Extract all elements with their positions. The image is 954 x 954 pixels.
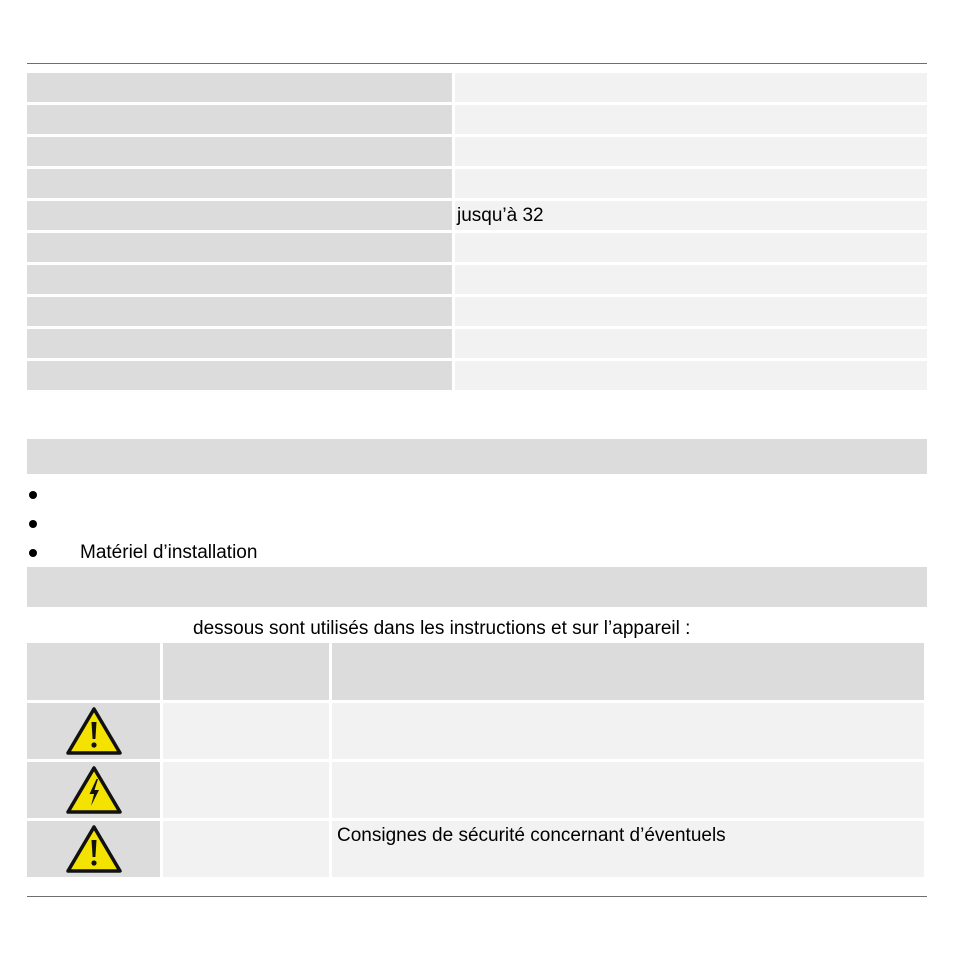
keyword-cell bbox=[163, 703, 329, 759]
keyword-cell bbox=[163, 762, 329, 818]
table-row bbox=[27, 762, 927, 818]
spec-value bbox=[455, 137, 927, 166]
spec-label bbox=[27, 73, 452, 102]
header-keyword bbox=[163, 643, 329, 700]
symbol-cell bbox=[27, 821, 160, 877]
spec-label bbox=[27, 265, 452, 294]
bullet-icon bbox=[29, 491, 37, 499]
spec-value bbox=[455, 233, 927, 262]
meaning-cell: Consignes de sécurité concernant d’éventuels bbox=[332, 821, 924, 877]
spec-row bbox=[27, 73, 927, 102]
spec-row bbox=[27, 233, 927, 262]
spec-row bbox=[27, 105, 927, 134]
spec-value bbox=[455, 297, 927, 326]
bottom-rule bbox=[27, 896, 927, 897]
electric-hazard-icon bbox=[65, 765, 123, 815]
spec-value bbox=[455, 73, 927, 102]
spec-row bbox=[27, 265, 927, 294]
symbols-intro: dessous sont utilisés dans les instructions et sur l’appareil : bbox=[193, 618, 691, 639]
top-rule bbox=[27, 63, 927, 64]
meaning-cell bbox=[332, 703, 924, 759]
list-item-text: Matériel d’installation bbox=[80, 541, 258, 563]
spec-row bbox=[27, 137, 927, 166]
list-item bbox=[27, 480, 927, 509]
bullet-icon bbox=[29, 549, 37, 557]
spec-row bbox=[27, 201, 927, 230]
spec-value bbox=[455, 361, 927, 390]
spec-row bbox=[27, 361, 927, 390]
spec-value bbox=[455, 169, 927, 198]
warning-exclamation-icon bbox=[65, 706, 123, 756]
header-meaning bbox=[332, 643, 924, 700]
meaning-cell bbox=[332, 762, 924, 818]
table-row bbox=[27, 821, 927, 877]
symbols-table-header bbox=[27, 643, 927, 700]
spec-value bbox=[455, 105, 927, 134]
spec-label bbox=[27, 105, 452, 134]
spec-row bbox=[27, 329, 927, 358]
bullet-icon bbox=[29, 520, 37, 528]
spec-value: jusqu’à 32 bbox=[455, 201, 927, 230]
spec-value bbox=[455, 329, 927, 358]
symbols-section-heading bbox=[27, 567, 927, 607]
spec-row bbox=[27, 169, 927, 198]
header-symbol bbox=[27, 643, 160, 700]
spec-table bbox=[27, 73, 927, 393]
symbol-cell bbox=[27, 762, 160, 818]
spec-value bbox=[455, 265, 927, 294]
warning-exclamation-icon bbox=[65, 824, 123, 874]
spec-row bbox=[27, 297, 927, 326]
spec-label bbox=[27, 169, 452, 198]
spec-label bbox=[27, 297, 452, 326]
list-item bbox=[27, 509, 927, 538]
spec-label bbox=[27, 233, 452, 262]
delivery-section-heading bbox=[27, 439, 927, 474]
list-item bbox=[27, 538, 927, 567]
symbols-table bbox=[27, 643, 927, 880]
symbol-cell bbox=[27, 703, 160, 759]
delivery-list bbox=[27, 480, 927, 567]
spec-label bbox=[27, 329, 452, 358]
keyword-cell bbox=[163, 821, 329, 877]
table-row bbox=[27, 703, 927, 759]
spec-label bbox=[27, 361, 452, 390]
spec-label bbox=[27, 201, 452, 230]
spec-label bbox=[27, 137, 452, 166]
